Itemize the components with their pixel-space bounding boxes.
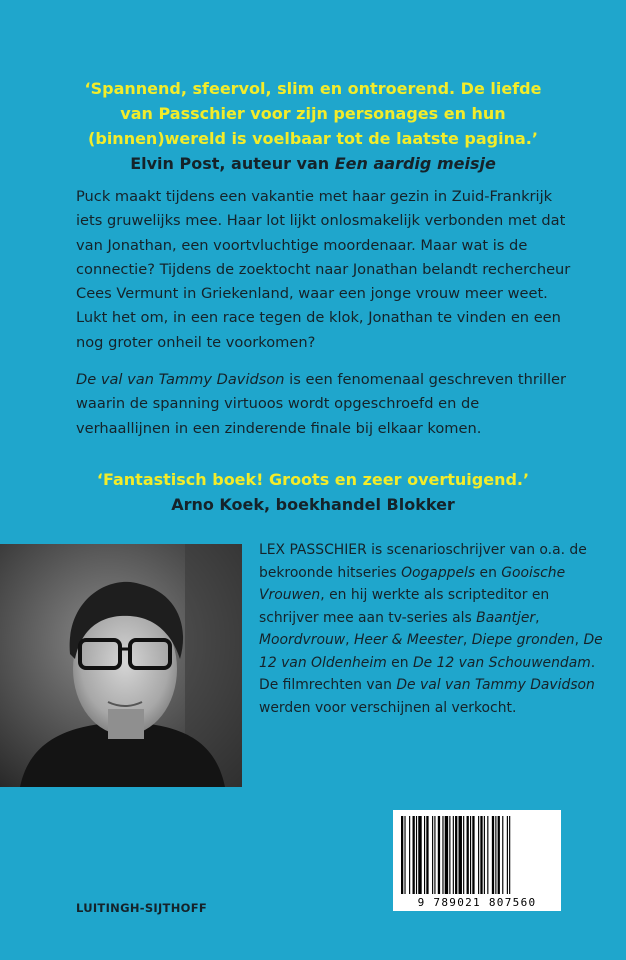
publisher-logo: LUITINGH-SIJTHOFF	[76, 901, 208, 915]
barcode-bar	[502, 816, 503, 894]
barcode-bar	[492, 816, 494, 894]
top-review-quote	[20, 76, 606, 176]
quote-attribution	[20, 151, 606, 176]
isbn-barcode	[393, 810, 561, 911]
barcode-bar	[438, 816, 440, 894]
barcode-bar	[470, 816, 471, 894]
barcode-bar	[418, 816, 421, 894]
barcode-bar	[507, 816, 508, 894]
book-title: De val van Tammy Davidson	[76, 371, 285, 388]
barcode-bar	[404, 816, 405, 894]
second-review-quote	[20, 467, 606, 517]
author-bio: LEX PASSCHIER is scenarioschrijver van o.a. de bekroonde hitseries Oogappels en Gooische Vrouwen, en hij werkte als scripteditor en schrijver mee aan tv-series als Baantjer, Moordvrouw, Heer & Meester, Diepe gronden, De 12 van Oldenheim en De 12 van Schouwendam. De filmrechten van De val van Tammy Davidson werden voor verschijnen al verkocht.	[259, 542, 603, 716]
barcode-bar	[449, 816, 450, 894]
blurb-summary-paragraph	[76, 368, 576, 441]
author-portrait-illustration	[0, 544, 242, 787]
barcode-bar	[459, 816, 462, 894]
barcode-bar	[498, 816, 500, 894]
quote-attribution: Arno Koek, boekhandel Blokker	[171, 495, 455, 514]
author-photo	[0, 544, 242, 787]
barcode-bar	[480, 816, 482, 894]
barcode-bar	[426, 816, 428, 894]
quote-line: (binnen)wereld is voelbaar tot de laatste pagina.’	[88, 129, 538, 148]
barcode-bar	[416, 816, 417, 894]
quote-line: ‘Spannend, sfeervol, slim en ontroerend. De liefde	[84, 79, 542, 98]
barcode-bar	[509, 816, 510, 894]
barcode-bar	[463, 816, 464, 894]
barcode-bar	[478, 816, 479, 894]
barcode-bar	[487, 816, 488, 894]
barcode-bar	[409, 816, 410, 894]
barcode-bar	[413, 816, 415, 894]
barcode-bars	[393, 810, 561, 898]
blurb-paragraph: Puck maakt tijdens een vakantie met haar gezin in Zuid-Frankrijk iets gruwelijks mee. Haar lot lijkt onlosmakelijk verbonden met dat van Jonathan, een voortvluchtige moordenaar. Maar wat is de connectie? Tijdens de zoektocht naar Jonathan belandt rechercheur Cees Vermunt in Griekenland, waar een jonge vrouw meer weet. Lukt het om, in een race tegen de klok, Jonathan te vinden en een nog groter onheil te voorkomen?	[76, 188, 571, 351]
barcode-bar	[455, 816, 457, 894]
barcode-bar	[401, 816, 403, 894]
quote-line: van Passchier voor zijn personages en hun	[120, 104, 506, 123]
barcode-bar	[442, 816, 443, 894]
barcode-bar	[495, 816, 496, 894]
barcode-bar	[424, 816, 425, 894]
summary-text: is een fenomenaal geschreven thriller waarin de spanning virtuoos wordt opgeschroefd en de verhaallijnen in een zinderende finale bij elkaar komen.	[76, 371, 567, 437]
barcode-bar	[432, 816, 433, 894]
barcode-bar	[472, 816, 474, 894]
attribution-book-title: Een aardig meisje	[334, 154, 496, 173]
barcode-bar	[467, 816, 469, 894]
barcode-bar	[445, 816, 448, 894]
barcode-bar	[453, 816, 454, 894]
quote-line: ‘Fantastisch boek! Groots en zeer overtuigend.’	[96, 470, 530, 489]
isbn-number: 9 789021 807560	[417, 896, 537, 909]
barcode-bar	[434, 816, 435, 894]
attribution-name: Elvin Post, auteur van	[130, 154, 335, 173]
barcode-bar	[484, 816, 485, 894]
